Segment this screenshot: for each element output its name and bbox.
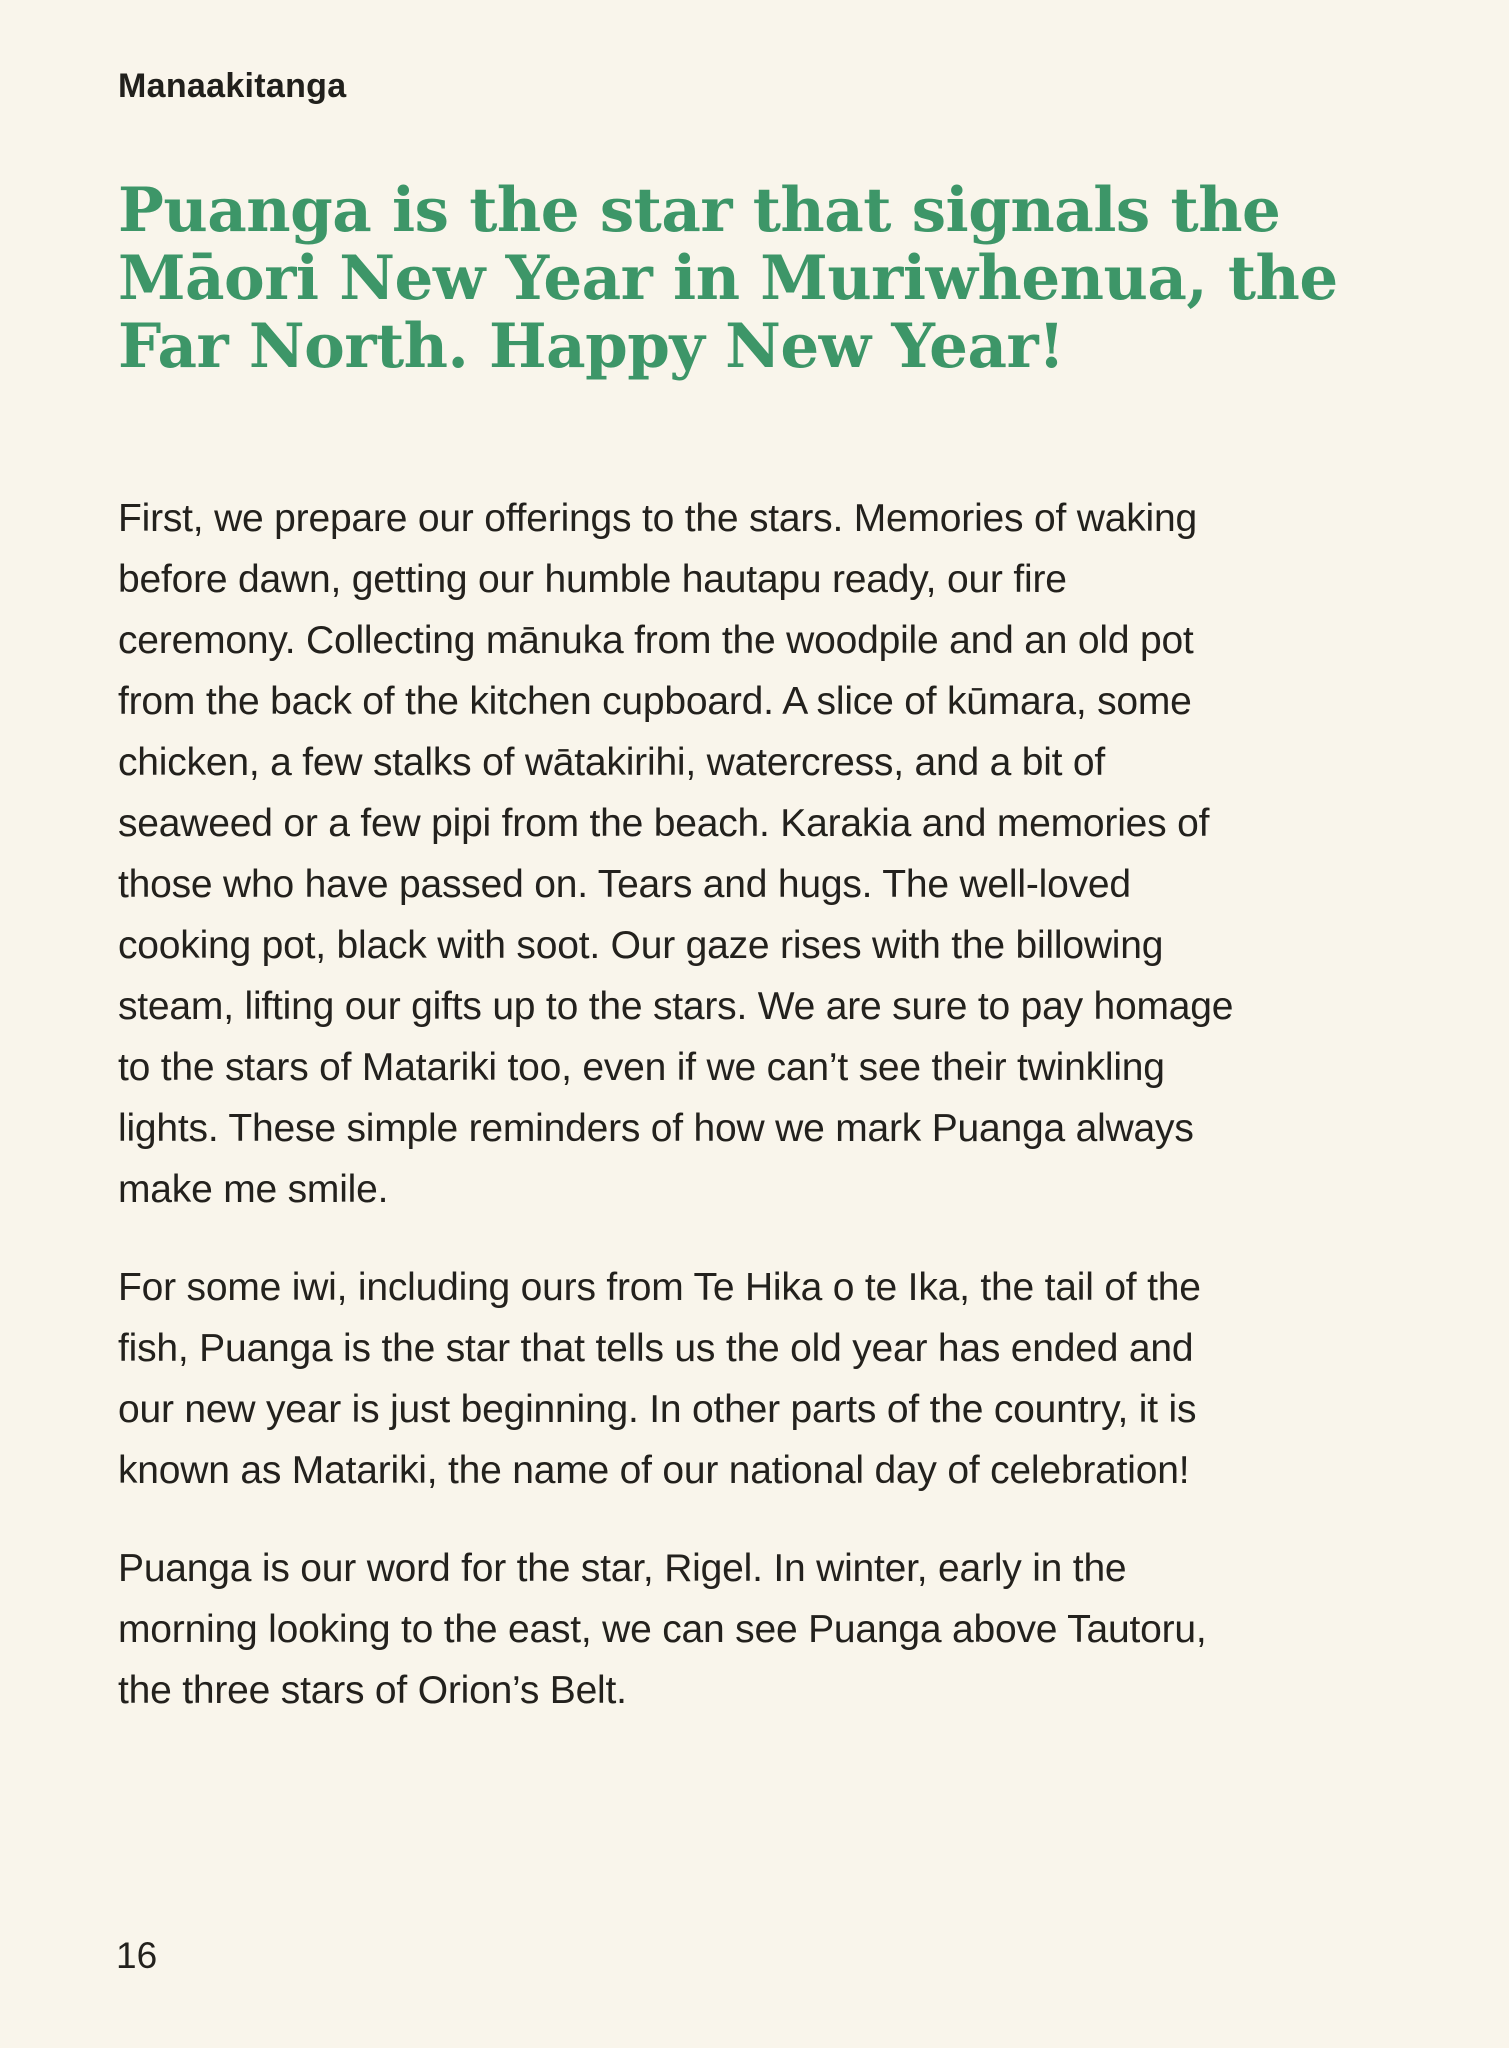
heading-line-1: Puanga is the star that signals the [118,174,1281,246]
paragraph-1: First, we prepare our offerings to the stars. Memories of waking before dawn, getting our humble hautapu ready, our fire ceremony. Collecting mānuka from the woodpile and an old pot from the back of the kitchen cupboard. A slice of kūmara, some chicken, a few stalks of wātakirihi, watercress, and a bit of seaweed or a few pipi from the beach. Karakia and memories of those who have passed on. Tears and hugs. The well-loved cooking pot, black with soot. Our gaze rises with the billowing steam, lifting our gifts up to the stars. We are sure to pay homage to the stars of Matariki too, even if we can’t see their twinkling lights. These simple reminders of how we mark Puanga always make me smile. [118,496,1234,1211]
paragraph-2: For some iwi, including ours from Te Hika o te Ika, the tail of the fish, Puanga is the star that tells us the old year has ended and our new year is just beginning. In other parts of the country, it is known as Matariki, the name of our national day of celebration! [118,1265,1201,1492]
page-heading [118,174,1509,382]
page-number: 16 [116,1935,158,1976]
heading-line-3: Far North. Happy New Year! [118,310,1065,382]
heading-line-2: Māori New Year in Muriwhenua, the [118,242,1338,314]
paragraph-3: Puanga is our word for the star, Rigel. In winter, early in the morning looking to the east, we can see Puanga above Tautoru, the three stars of Orion’s Belt. [118,1546,1207,1712]
section-kicker: Manaakitanga [118,67,347,105]
body-text [118,488,1248,1721]
